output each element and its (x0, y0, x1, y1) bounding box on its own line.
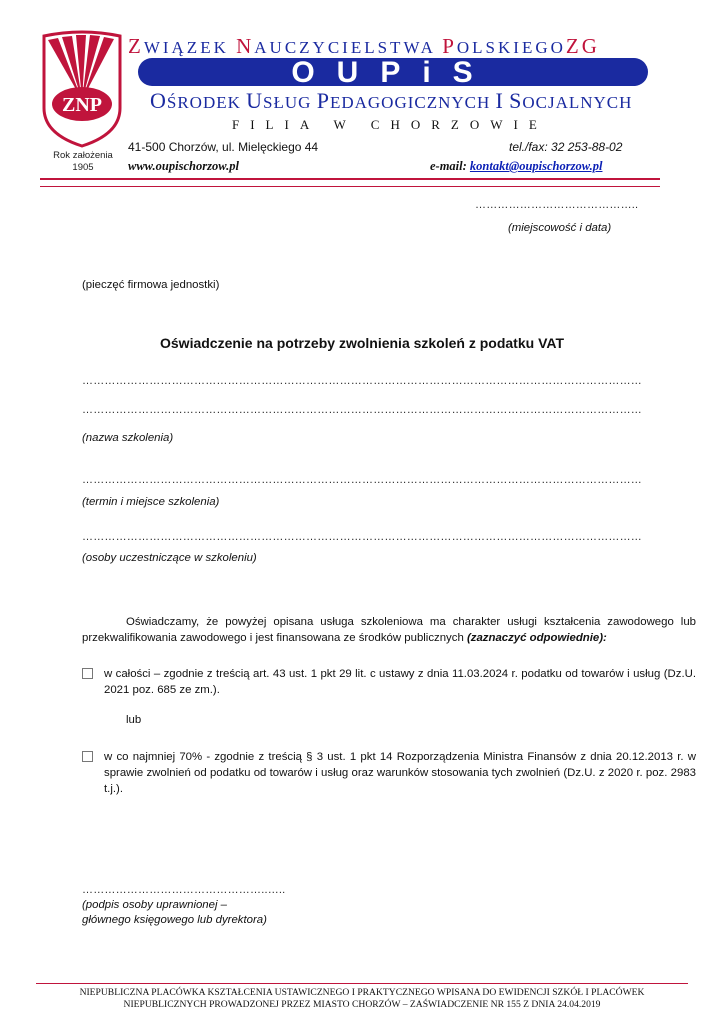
place-date-label: (miejscowość i data) (508, 222, 612, 234)
signature-label: (podpis osoby uprawnionej – głównego księgowego lub dyrektora) (82, 899, 267, 926)
term-place-dots: …………………………………………………………………………………………………………………………………… (82, 474, 642, 486)
term-place-label: (termin i miejsce szkolenia) (82, 496, 220, 508)
address: 41-500 Chorzów, ul. Mielęckiego 44 (128, 140, 319, 154)
union-name: ZWIĄZEK NAUCZYCIELSTWA POLSKIEGOZG (128, 34, 600, 58)
training-name-dots-2: …………………………………………………………………………………………………………………………………… (82, 404, 642, 416)
option2-checkbox[interactable] (82, 751, 93, 762)
stamp-label: (pieczęć firmowa jednostki) (82, 279, 220, 291)
training-name-dots-1: …………………………………………………………………………………………………………………………………… (82, 375, 642, 387)
place-date-dots: …………………………………….. (475, 199, 639, 211)
website-link[interactable]: www.oupischorzow.pl (128, 159, 239, 173)
option1-text: w całości – zgodnie z treścią art. 43 ust. 1 pkt 29 lit. c ustawy z dnia 11.03.2024 r. podatku od towarów i usług (Dz.U. 2021 poz. 685 ze zm.). (104, 668, 696, 696)
or-label: lub (126, 714, 142, 726)
email-link[interactable]: kontakt@oupischorzow.pl (469, 159, 603, 173)
document-title: Oświadczenie na potrzeby zwolnienia szkoleń z podatku VAT (160, 335, 564, 351)
option1-checkbox[interactable] (82, 668, 93, 679)
header-divider (40, 178, 660, 187)
email-block: e-mail: kontakt@oupischorzow.pl (430, 159, 603, 173)
declaration-paragraph: Oświadczamy, że powyżej opisana usługa szkoleniowa ma charakter usługi kształcenia zawodowego lub przekwalifikowania zawodowego i jest finansowana ze środków publicznych (zaznaczyć odpowiednie): (82, 616, 696, 644)
tel-fax: tel./fax: 32 253-88-02 (509, 140, 623, 154)
footer-divider (36, 983, 688, 984)
participants-label: (osoby uczestniczące w szkoleniu) (82, 552, 257, 564)
svg-text:OUPiS: OUPiS (291, 56, 495, 89)
oupis-logo (138, 54, 648, 90)
footer-note: NIEPUBLICZNA PLACÓWKA KSZTAŁCENIA USTAWICZNEGO I PRAKTYCZNEGO WPISANA DO EWIDENCJI SZKÓŁ I PLACÓWEK NIEPUBLICZNYCH PROWADZONEJ PRZEZ MIASTO CHORZÓW – ZAŚWIADCZENIE NR 155 Z DNIA 24.04.2019 (79, 987, 645, 1010)
training-name-label: (nazwa szkolenia) (82, 432, 174, 444)
option2-text: w co najmniej 70% - zgodnie z treścią § 3 ust. 1 pkt 14 Rozporządzenia Ministra Finansów z dnia 20.12.2013 r. w sprawie zwolnień od podatku od towarów i usług oraz warunków stosowania tych zwolnień (Dz.U. z 2020 r. poz. 2983 t.j.). (104, 751, 696, 795)
znp-logo (40, 30, 124, 148)
founded-note: Rok założenia 1905 (53, 150, 113, 173)
svg-text:ZNP: ZNP (62, 94, 102, 116)
center-name: OŚRODEK USŁUG PEDAGOGICZNYCH I SOCJALNYCH (150, 88, 633, 113)
branch-name: FILIA W CHORZOWIE (232, 117, 548, 132)
participants-dots: …………………………………………………………………………………………………………………………………… (82, 531, 642, 543)
signature-dots: …………………………………………..….. (82, 884, 286, 896)
